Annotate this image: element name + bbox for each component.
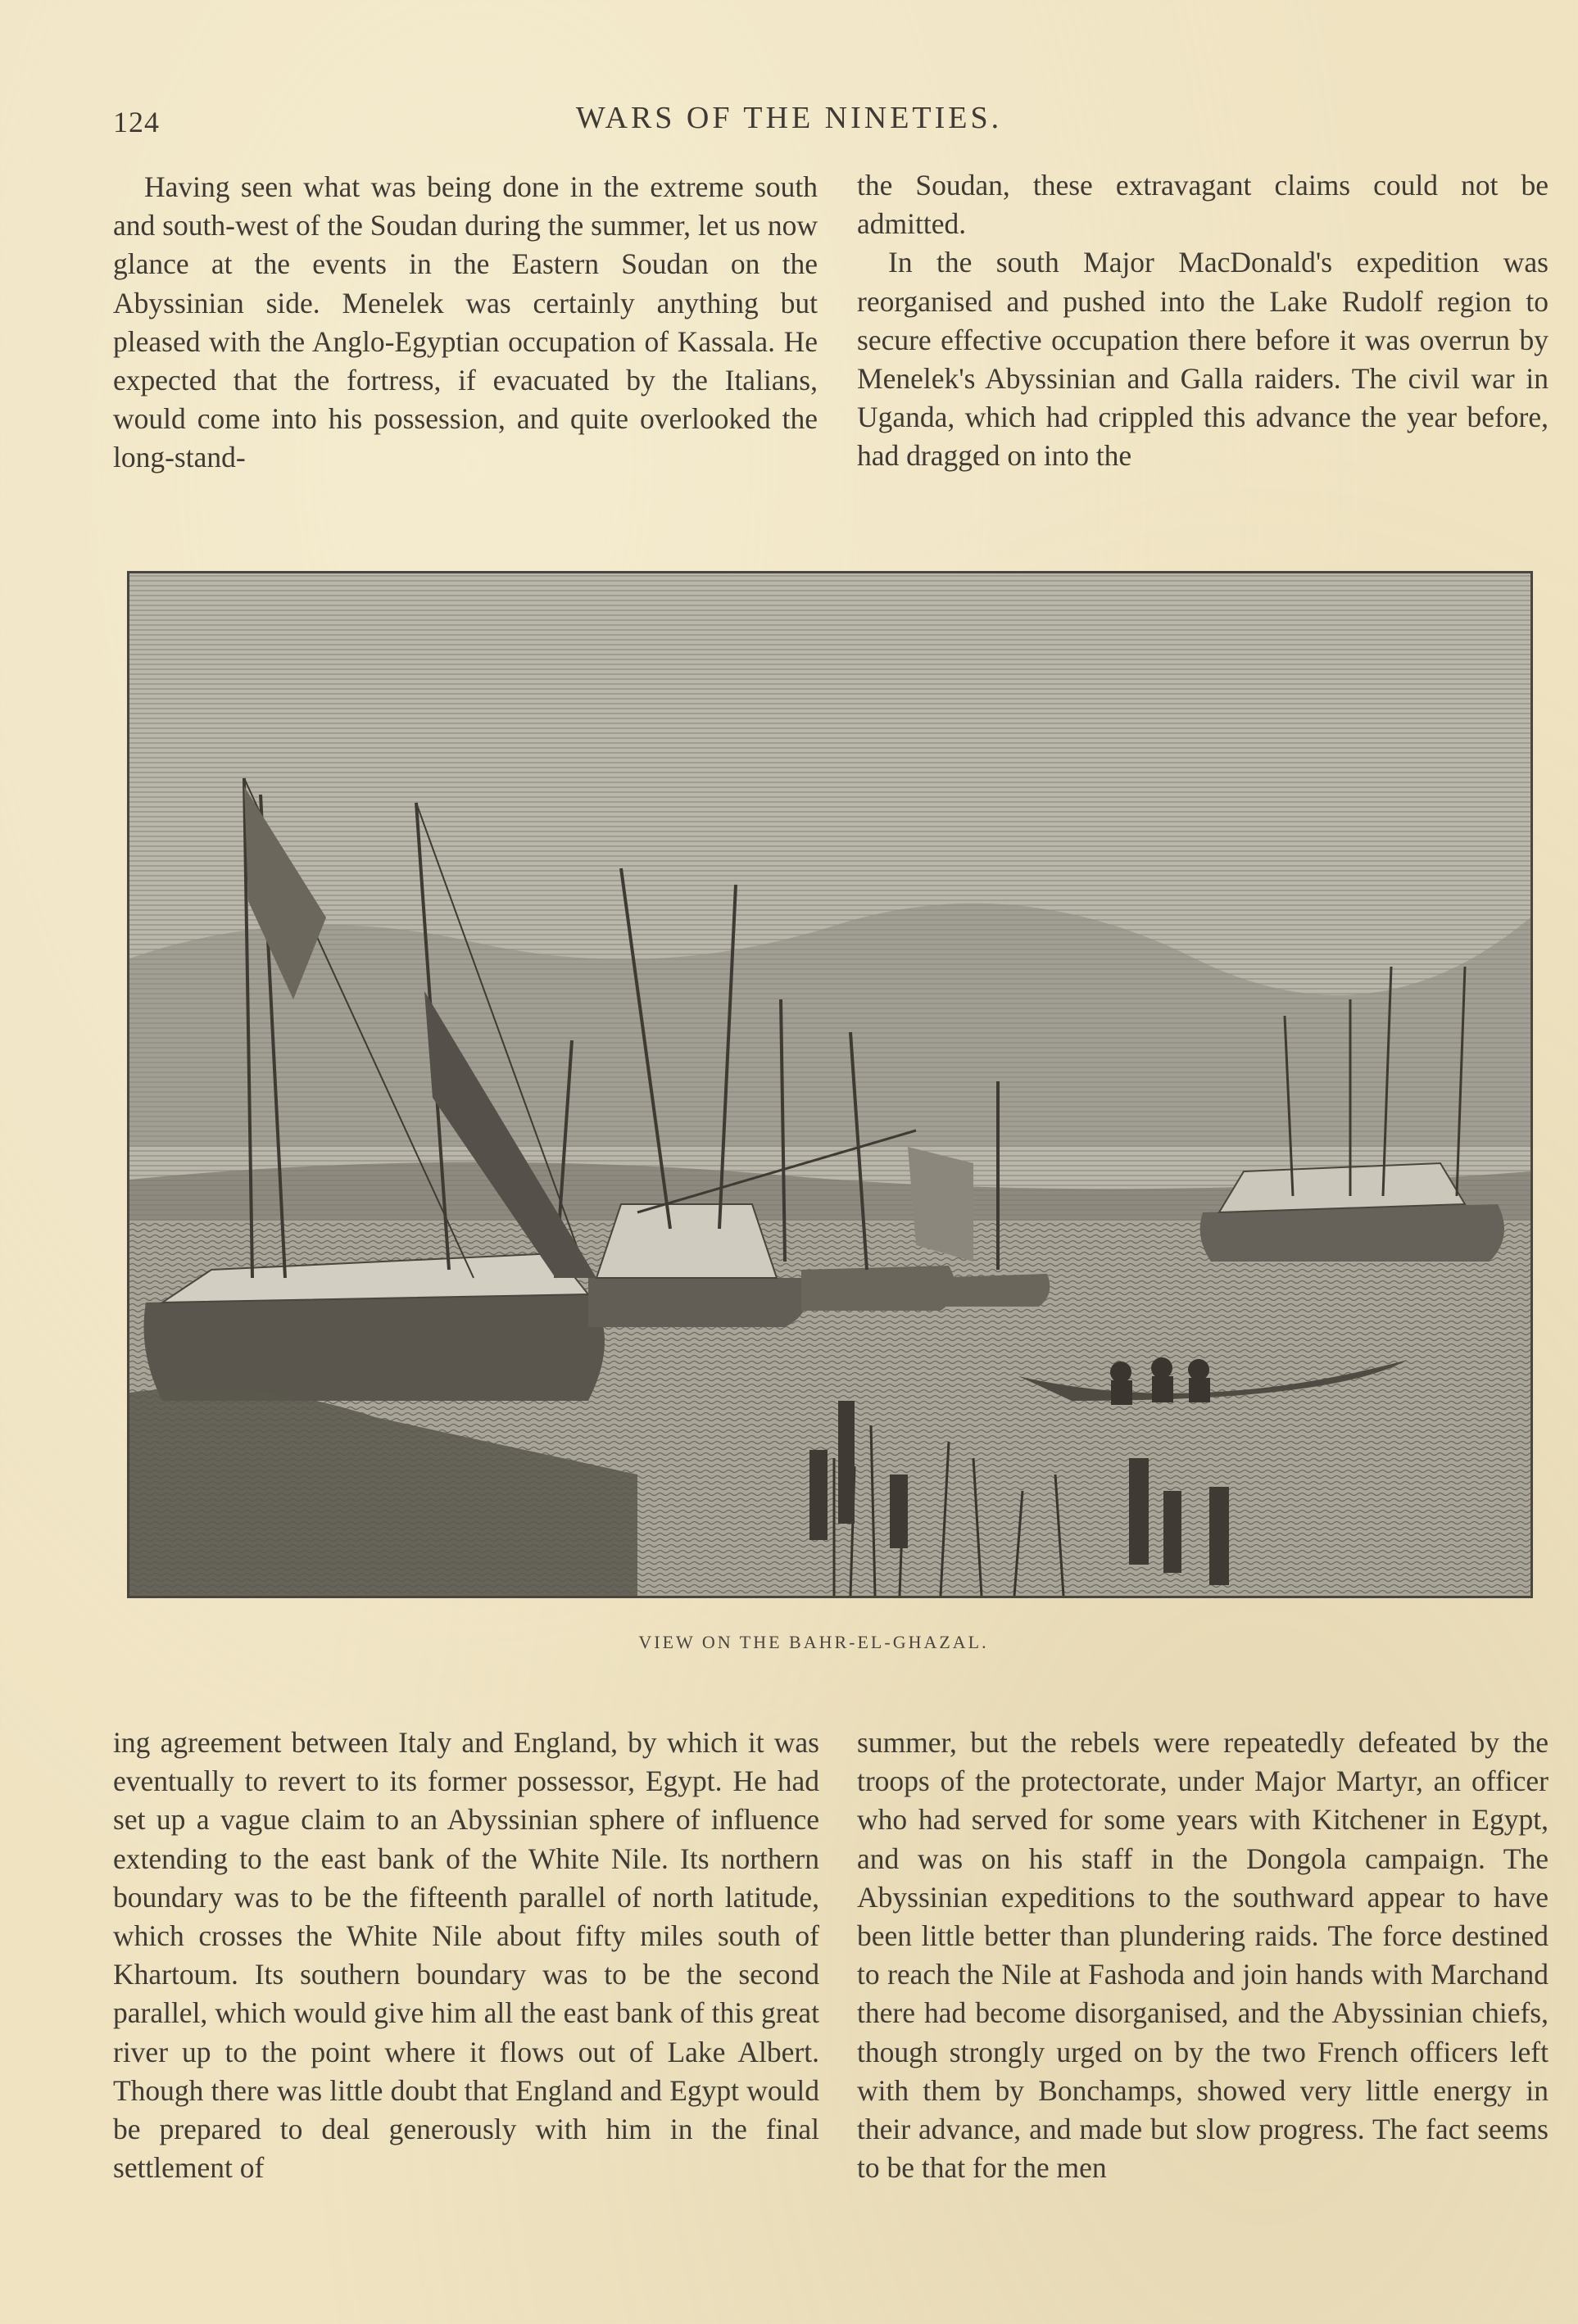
engraving-illustration — [127, 571, 1533, 1598]
page-number: 124 — [113, 106, 160, 138]
sail-rear — [908, 1147, 973, 1262]
top-right-column — [857, 166, 1549, 476]
paragraph: ing agreement between Italy and England, by which it was eventually to revert to its former possessor, Egypt. He had set up a vague claim to an Abyssinian sphere of influence extending to the east bank of the White Nile. Its northern boundary was to be the fifteenth parallel of north latitude, which crosses the White Nile about fifty miles south of Khartoum. Its southern boundary was to be the second parallel, which would give him all the east bank of this great river up to the point where it flows out of Lake Albert. Though there was little doubt that England and Egypt would be prepared to deal generously with him in the final settlement of — [113, 1726, 819, 2185]
engraving-drawing — [129, 573, 1530, 1596]
paragraph: summer, but the rebels were repeatedly defeated by the troops of the protectorate, under Major Martyr, an officer who had served for some years with Kitchener in Egypt, and was on his staff in the Dongola campaign. The Abyssinian expeditions to the southward appear to have been little better than plundering raids. The force destined to reach the Nile at Fashoda and join hands with Marchand there had become disorganised, and the Abyssinian chiefs, though strongly urged on by the two French officers left with them by Bonchamps, showed very little energy in their advance, and made but slow progress. The fact seems to be that for the men — [857, 1726, 1549, 2185]
bottom-left-column — [113, 1724, 819, 2187]
paragraph: the Soudan, these extravagant claims could not be admitted. — [857, 169, 1549, 241]
figure-caption: VIEW ON THE BAHR-EL-GHAZAL. — [638, 1632, 989, 1652]
paragraph: Having seen what was being done in the extreme south and south-west of the Soudan during the summer, let us now glance at the events in the Eastern Soudan on the Abyssinian side. Menelek was certainly anything but pleased with the Anglo-Egyptian occupation of Kassala. He expected that the fortress, if evacuated by the Italians, would come into his possession, and quite overlooked the long-stand- — [113, 170, 818, 474]
running-head: WARS OF THE NINETIES. — [575, 101, 1003, 135]
top-left-column — [113, 168, 818, 478]
bottom-right-column — [857, 1724, 1549, 2187]
paragraph: In the south Major MacDonald's expedition was reorganised and pushed into the Lake Rudolf region to secure effective occupation there before it was overrun by Menelek's Abyssinian and Galla raiders. The civil war in Uganda, which had crippled this advance the year before, had dragged on into the — [857, 246, 1549, 473]
